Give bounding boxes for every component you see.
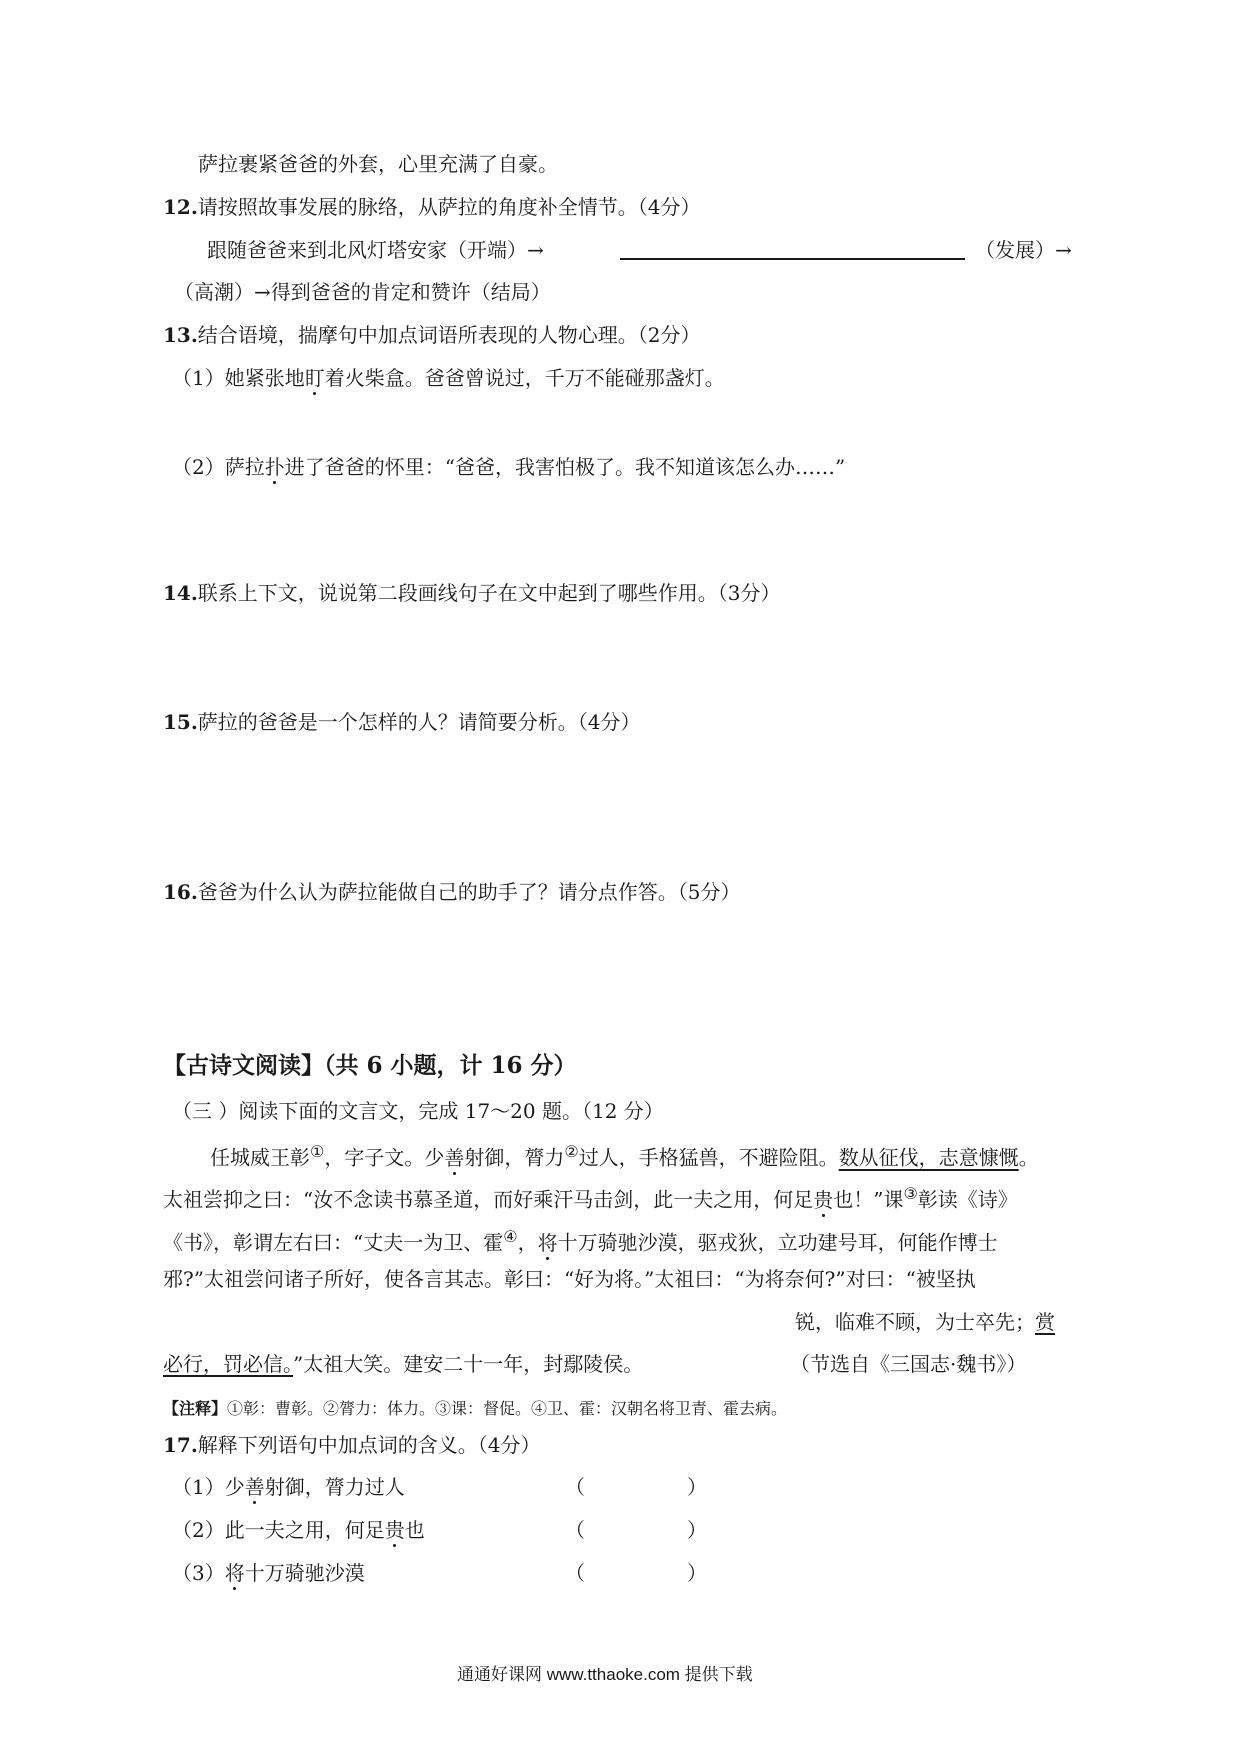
passage-text: 过人，手格猛兽，不避险阻。 xyxy=(578,1145,839,1170)
question-text: 萨拉的爸爸是一个怎样的人？请简要分析。（4分） xyxy=(197,710,641,734)
question-number: 16. xyxy=(163,880,198,904)
question-13 xyxy=(163,323,701,347)
annotations xyxy=(163,1397,787,1421)
sentence-text: 进了爸爸的怀里：“爸爸，我害怕极了。我不知道该怎么办……” xyxy=(284,455,846,479)
answer-blank-development[interactable] xyxy=(620,238,965,260)
q13-sentence-1 xyxy=(172,366,725,390)
question-number: 13. xyxy=(163,323,198,347)
question-15 xyxy=(163,710,641,734)
q17-item-2 xyxy=(172,1518,425,1542)
q13-sentence-2 xyxy=(172,455,845,479)
item-text: 射御，膂力过人 xyxy=(264,1475,405,1499)
q17-answer-1-open[interactable]: （ xyxy=(565,1475,585,1499)
question-text: 联系上下文，说说第二段画线句子在文中起到了哪些作用。（3分） xyxy=(197,581,781,605)
dotted-word: 扑 xyxy=(264,455,285,479)
question-17 xyxy=(163,1433,541,1457)
plot-development-label: （发展）→ xyxy=(975,238,1072,262)
passage-line-6 xyxy=(163,1352,643,1376)
question-text: 爸爸为什么认为萨拉能做自己的助手了？请分点作答。（5分） xyxy=(197,880,741,904)
passage-text: 十万骑驰沙漠，驱戎狄，立功建号耳，何能作博士 xyxy=(557,1230,998,1255)
question-text: 结合语境，揣摩句中加点词语所表现的人物心理。（2分） xyxy=(197,323,701,347)
section-title: 【古诗文阅读】（共 6 小题，计 16 分） xyxy=(163,1052,577,1079)
plot-start: 跟随爸爸来到北风灯塔安家（开端）→ xyxy=(207,238,544,262)
underlined-sentence: 必行，罚必信。 xyxy=(163,1352,293,1376)
q17-answer-1-close: ） xyxy=(687,1475,707,1499)
dotted-word: 善 xyxy=(244,1475,265,1499)
note-ref: ④ xyxy=(503,1227,518,1246)
passage-line-5 xyxy=(795,1310,1055,1334)
passage-text: 。 xyxy=(1018,1145,1039,1170)
passage-text: 任城威王彰 xyxy=(210,1145,310,1170)
plot-climax-ending: （高潮）→得到爸爸的肯定和赞许（结局） xyxy=(174,280,551,304)
passage-text: ”太祖大笑。建安二十一年，封鄢陵侯。 xyxy=(293,1352,644,1376)
underlined-sentence: 赏 xyxy=(1035,1310,1055,1334)
passage-text: 彰读《诗》 xyxy=(917,1187,1018,1212)
sentence-text: （1）她紧张地 xyxy=(172,366,305,390)
note-ref: ② xyxy=(564,1142,579,1161)
question-number: 17. xyxy=(163,1433,198,1457)
note-ref: ① xyxy=(310,1142,325,1161)
passage-text: 锐，临难不顾，为士卒先； xyxy=(795,1310,1035,1334)
passage-text: 太祖尝抑之曰：“汝不念读书慕圣道，而好乘汗马击剑，此一夫之用，何足 xyxy=(163,1187,814,1212)
question-text: 请按照故事发展的脉络，从萨拉的角度补全情节。（4分） xyxy=(197,195,701,219)
passage-text: 也！”课 xyxy=(833,1187,904,1212)
passage-line-4: 邪?”太祖尝问诸子所好，使各言其志。彰曰：“好为将。”太祖曰：“为将奈何?”对曰：“被坚执 xyxy=(163,1267,976,1291)
dotted-word: 盯 xyxy=(304,366,325,390)
q17-item-3 xyxy=(172,1561,365,1585)
question-number: 12. xyxy=(163,195,198,219)
item-text: （2）此一夫之用，何足 xyxy=(172,1518,385,1542)
dotted-word: 贵 xyxy=(384,1518,405,1542)
note-ref: ③ xyxy=(903,1184,918,1203)
question-text: 解释下列语句中加点词的含义。（4分） xyxy=(197,1433,541,1457)
underlined-sentence: 数从征伐，志意慷慨 xyxy=(838,1145,1019,1170)
passage-source: （节选自《三国志·魏书》） xyxy=(790,1352,1027,1376)
passage-line-3 xyxy=(163,1225,998,1255)
passage-line-1 xyxy=(210,1140,1039,1170)
question-12 xyxy=(163,195,701,219)
passage-text: ，字子文。少 xyxy=(324,1145,445,1170)
q17-answer-3-open[interactable]: （ xyxy=(565,1561,585,1585)
item-text: （3） xyxy=(172,1561,225,1585)
question-number: 14. xyxy=(163,581,198,605)
item-text: 十万骑驰沙漠 xyxy=(244,1561,365,1585)
page-footer: 通通好课网 www.tthaoke.com 提供下载 xyxy=(457,1665,753,1684)
part3-heading: （三 ）阅读下面的文言文，完成 17～20 题。（12 分） xyxy=(172,1099,664,1123)
sentence-text: （2）萨拉 xyxy=(172,455,265,479)
dotted-word: 将 xyxy=(537,1230,558,1255)
dotted-word: 将 xyxy=(224,1561,245,1585)
q17-item-1 xyxy=(172,1475,405,1499)
notes-text: ①彰：曹彰。②膂力：体力。③课：督促。④卫、霍：汉朝名将卫青、霍去病。 xyxy=(227,1399,788,1418)
q17-answer-2-close: ） xyxy=(687,1518,707,1542)
q17-answer-2-open[interactable]: （ xyxy=(565,1518,585,1542)
q17-answer-3-close: ） xyxy=(687,1561,707,1585)
question-14 xyxy=(163,581,781,605)
notes-label: 【注释】 xyxy=(163,1399,228,1418)
question-number: 15. xyxy=(163,710,198,734)
story-ending-line: 萨拉裹紧爸爸的外套，心里充满了自豪。 xyxy=(198,152,558,176)
dotted-word: 善 xyxy=(444,1145,465,1170)
item-text: （1）少 xyxy=(172,1475,245,1499)
dotted-word: 贵 xyxy=(813,1187,834,1212)
passage-text: 射御，膂力 xyxy=(464,1145,565,1170)
sentence-text: 着火柴盒。爸爸曾说过，千万不能碰那盏灯。 xyxy=(324,366,725,390)
item-text: 也 xyxy=(404,1518,425,1542)
question-16 xyxy=(163,880,741,904)
passage-text: 《书》，彰谓左右曰：“丈夫一为卫、霍 xyxy=(163,1230,504,1255)
passage-text: ， xyxy=(517,1230,538,1255)
passage-line-2 xyxy=(163,1182,1018,1212)
